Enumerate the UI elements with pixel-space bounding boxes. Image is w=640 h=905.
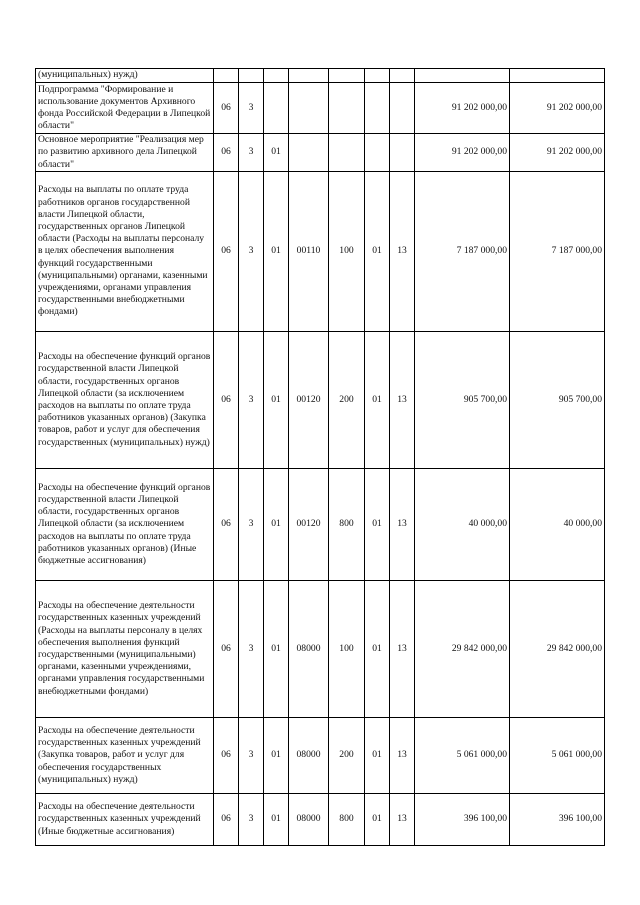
cell-gp: 06 [214, 134, 239, 172]
cell-pr: 13 [390, 469, 415, 581]
cell-sum-1 [415, 69, 510, 83]
row-name: Подпрограмма "Формирование и использование документов Архивного фонда Российской Федерации в Липецкой области" [36, 83, 214, 134]
cell-rz: 01 [365, 581, 390, 718]
cell-pr [390, 83, 415, 134]
cell-rz: 01 [365, 718, 390, 794]
cell-gp: 06 [214, 332, 239, 469]
cell-pp: 3 [239, 718, 264, 794]
cell-om: 01 [264, 172, 289, 332]
cell-sum-1: 40 000,00 [415, 469, 510, 581]
table-row [36, 83, 605, 134]
cell-sum-1: 7 187 000,00 [415, 172, 510, 332]
table-row [36, 794, 605, 846]
cell-dir [289, 69, 329, 83]
cell-rz [365, 69, 390, 83]
cell-om [264, 69, 289, 83]
cell-vr: 200 [329, 332, 365, 469]
cell-pr [390, 69, 415, 83]
cell-dir [289, 134, 329, 172]
cell-sum-2: 29 842 000,00 [510, 581, 605, 718]
cell-sum-2: 40 000,00 [510, 469, 605, 581]
cell-gp: 06 [214, 794, 239, 846]
row-name: Основное мероприятие "Реализация мер по развитию архивного дела Липецкой области" [36, 134, 214, 172]
cell-om: 01 [264, 134, 289, 172]
cell-rz: 01 [365, 332, 390, 469]
table-row [36, 581, 605, 718]
row-name: Расходы на обеспечение функций органов государственной власти Липецкой области, государственных органов Липецкой области (за исключением расходов на выплаты по оплате труда работников указанных органов) (Иные бюджетные ассигнования) [36, 469, 214, 581]
cell-sum-2 [510, 69, 605, 83]
cell-sum-2: 905 700,00 [510, 332, 605, 469]
row-name: Расходы на выплаты по оплате труда работников органов государственной власти Липецкой области, государственных органов Липецкой области (Расходы на выплаты персоналу в целях обеспечения выполнения функций государственными (муниципальными) органами, казенными учреждениями, органами управления государственными внебюджетными фондами) [36, 172, 214, 332]
cell-pp [239, 69, 264, 83]
cell-gp: 06 [214, 83, 239, 134]
cell-vr: 800 [329, 469, 365, 581]
cell-pr: 13 [390, 332, 415, 469]
cell-sum-2: 91 202 000,00 [510, 83, 605, 134]
cell-rz: 01 [365, 794, 390, 846]
row-name: Расходы на обеспечение деятельности государственных казенных учреждений (Закупка товаров, работ и услуг для обеспечения государственных (муниципальных) нужд) [36, 718, 214, 794]
cell-om: 01 [264, 718, 289, 794]
budget-table [35, 68, 605, 846]
table-row [36, 332, 605, 469]
cell-om [264, 83, 289, 134]
table-row [36, 134, 605, 172]
row-name: Расходы на обеспечение деятельности государственных казенных учреждений (Иные бюджетные ассигнования) [36, 794, 214, 846]
cell-dir: 08000 [289, 718, 329, 794]
cell-gp: 06 [214, 718, 239, 794]
cell-rz: 01 [365, 469, 390, 581]
cell-gp: 06 [214, 581, 239, 718]
cell-om: 01 [264, 794, 289, 846]
cell-pr [390, 134, 415, 172]
row-name: Расходы на обеспечение деятельности государственных казенных учреждений (Расходы на выплаты персоналу в целях обеспечения выполнения функций государственными (муниципальными) органами, казенными учреждениями, органами управления государственными внебюджетными фондами) [36, 581, 214, 718]
cell-rz [365, 83, 390, 134]
cell-pp: 3 [239, 134, 264, 172]
cell-sum-1: 905 700,00 [415, 332, 510, 469]
cell-vr [329, 69, 365, 83]
cell-dir: 00120 [289, 332, 329, 469]
cell-vr: 100 [329, 581, 365, 718]
cell-gp: 06 [214, 172, 239, 332]
cell-sum-1: 91 202 000,00 [415, 134, 510, 172]
cell-vr [329, 83, 365, 134]
cell-rz [365, 134, 390, 172]
table-row [36, 172, 605, 332]
cell-pr: 13 [390, 794, 415, 846]
cell-vr: 200 [329, 718, 365, 794]
cell-sum-2: 5 061 000,00 [510, 718, 605, 794]
table-row [36, 718, 605, 794]
cell-pp: 3 [239, 332, 264, 469]
cell-sum-2: 396 100,00 [510, 794, 605, 846]
cell-rz: 01 [365, 172, 390, 332]
cell-sum-1: 396 100,00 [415, 794, 510, 846]
table-row [36, 469, 605, 581]
cell-dir: 00110 [289, 172, 329, 332]
cell-vr [329, 134, 365, 172]
cell-pp: 3 [239, 469, 264, 581]
table-body [36, 69, 605, 846]
cell-dir: 08000 [289, 794, 329, 846]
cell-sum-2: 7 187 000,00 [510, 172, 605, 332]
cell-pr: 13 [390, 581, 415, 718]
cell-vr: 100 [329, 172, 365, 332]
cell-om: 01 [264, 332, 289, 469]
cell-gp: 06 [214, 469, 239, 581]
cell-pr: 13 [390, 172, 415, 332]
cell-sum-1: 91 202 000,00 [415, 83, 510, 134]
cell-sum-1: 29 842 000,00 [415, 581, 510, 718]
cell-dir [289, 83, 329, 134]
cell-sum-1: 5 061 000,00 [415, 718, 510, 794]
cell-dir: 08000 [289, 581, 329, 718]
row-name: (муниципальных) нужд) [36, 69, 214, 83]
cell-pp: 3 [239, 172, 264, 332]
cell-pp: 3 [239, 794, 264, 846]
cell-vr: 800 [329, 794, 365, 846]
row-name: Расходы на обеспечение функций органов государственной власти Липецкой области, государственных органов Липецкой области (за исключением расходов на выплаты по оплате труда работников указанных органов) (Закупка товаров, работ и услуг для обеспечения государственных (муниципальных) нужд) [36, 332, 214, 469]
table-row [36, 69, 605, 83]
cell-dir: 00120 [289, 469, 329, 581]
cell-pp: 3 [239, 581, 264, 718]
cell-pr: 13 [390, 718, 415, 794]
cell-sum-2: 91 202 000,00 [510, 134, 605, 172]
cell-om: 01 [264, 581, 289, 718]
cell-pp: 3 [239, 83, 264, 134]
cell-om: 01 [264, 469, 289, 581]
cell-gp [214, 69, 239, 83]
